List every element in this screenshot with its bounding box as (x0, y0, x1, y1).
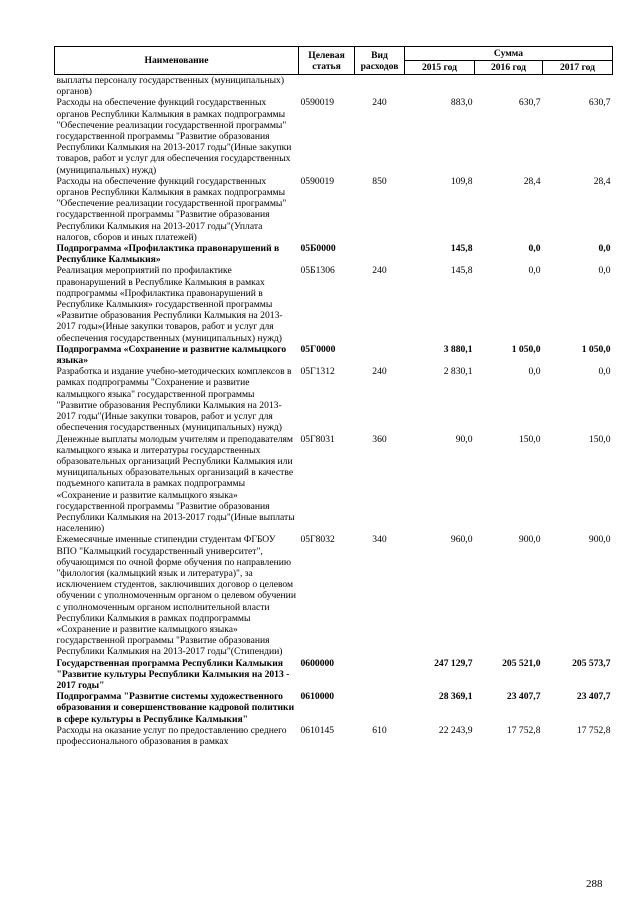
row-expense-type: 610 (372, 724, 387, 736)
row-expense-type (355, 344, 405, 366)
row-sum-2016: 630,7 (518, 97, 541, 109)
row-name: Денежные выплаты молодым учителям и преподавателям калмыцкого языка и литературы государственных образовательных организаций Республики Калмыкия или муниципальных образовательных организаций в качестве подъемного капитала в рамках подпрограммы «Сохранение и развитие калмыцкого языка» государственной программы "Развитие образования Республики Калмыкия на 2013-2017 годы"(Иные выплаты населению) (56, 433, 295, 535)
row-sum-2016: 23 407,7 (506, 691, 541, 703)
row-name: Расходы на оказание услуг по предоставлению среднего профессионального образования в рамках (56, 724, 287, 747)
row-expense-type: 340 (372, 534, 387, 546)
row-expense-type: 240 (372, 366, 387, 378)
header-sum: Сумма (405, 47, 613, 61)
row-target-article: 0590019 (300, 97, 335, 109)
row-sum-2015: 145,8 (450, 265, 473, 277)
row-expense-type (355, 75, 405, 98)
row-target-article: 05Б0000 (300, 243, 336, 255)
header-year-2017: 2017 год (543, 61, 613, 75)
budget-document (54, 46, 612, 747)
row-expense-type (355, 691, 405, 725)
table-row (55, 97, 613, 175)
row-sum-2017: 1 050,0 (581, 343, 611, 355)
row-sum-2015: 960,0 (450, 534, 473, 546)
row-sum-2015: 3 880,1 (443, 343, 473, 355)
table-body (55, 75, 613, 748)
row-sum-2016: 17 752,8 (506, 724, 541, 736)
row-expense-type: 240 (372, 265, 387, 277)
row-name: выплаты персоналу государственных (муниципальных) органов) (56, 75, 285, 98)
header-year-2015: 2015 год (405, 61, 475, 75)
row-sum-2017: 0,0 (598, 366, 611, 378)
table-row (55, 534, 613, 657)
row-sum-2016: 28,4 (523, 175, 541, 187)
table-row (55, 434, 613, 535)
row-sum-2017: 0,0 (598, 243, 611, 255)
row-name: Подпрограмма «Сохранение и развитие калмыцкого языка» (56, 343, 287, 367)
row-sum-2016: 900,0 (518, 534, 541, 546)
row-sum-2015: 22 243,9 (438, 724, 473, 736)
row-target-article: 05Г1312 (300, 366, 335, 378)
table-row (55, 691, 613, 725)
row-sum-2015: 2 830,1 (443, 366, 473, 378)
row-sum-2016 (475, 75, 543, 98)
row-name: Государственная программа Республики Калмыкия "Развитие культуры Республики Калмыкия на 2013 - 2017 годы" (56, 657, 290, 691)
row-sum-2017: 28,4 (593, 175, 611, 187)
row-sum-2017: 150,0 (588, 433, 611, 445)
row-target-article: 0610000 (300, 691, 335, 703)
row-sum-2017: 630,7 (588, 97, 611, 109)
row-sum-2016: 1 050,0 (511, 343, 541, 355)
row-name: Подпрограмма «Профилактика правонарушений в Республике Калмыкия» (56, 243, 280, 266)
table-row (55, 265, 613, 343)
row-name: Ежемесячные именные стипендии студентам ФГБОУ ВПО "Калмыцкий государственный университет", обучающимся по очной форме обучения по направлению "филология (калмыцкий язык и литература)", за исключением студентов, заключивших договор о целевом обучении с уполномоченным органом о целевом обучении с уполномоченным органом исполнительной власти Республики Калмыкия в рамках подпрограммы «Сохранение и развитие калмыцкого языка» государственной программы "Развитие образования Республики Калмыкия на 2013-2017 годы"(Стипендии) (56, 534, 296, 658)
row-target-article (299, 75, 355, 98)
row-target-article: 0590019 (300, 175, 335, 187)
row-expense-type: 360 (372, 433, 387, 445)
table-row (55, 243, 613, 265)
row-expense-type (355, 658, 405, 692)
header-expense-type: Вид расходов (355, 47, 405, 75)
row-sum-2017: 23 407,7 (576, 691, 611, 703)
row-sum-2017: 0,0 (598, 265, 611, 277)
row-sum-2015 (405, 75, 475, 98)
row-name: Разработка и издание учебно-методических комплексов в рамках подпрограммы "Сохранение и развитие калмыцкого языка" государственной программы "Развитие образования Республики Калмыкия на 2013-2017 годы"(Иные закупки товаров, работ и услуг для обеспечения государственных (муниципальных) нужд) (56, 366, 292, 434)
table-row (55, 725, 613, 747)
page-number: 288 (586, 878, 603, 890)
row-sum-2015: 883,0 (450, 97, 473, 109)
row-sum-2016: 0,0 (528, 265, 541, 277)
row-sum-2017: 17 752,8 (576, 724, 611, 736)
header-target-article: Целевая статья (299, 47, 355, 75)
row-sum-2015: 28 369,1 (438, 691, 473, 703)
row-name: Реализация мероприятий по профилактике правонарушений в Республике Калмыкия в рамках подпрограммы «Профилактика правонарушений в Республике Калмыкия» государственной программы «Развитие образования Республики Калмыкия на 2013-2017 годы»(Иные закупки товаров, работ и услуг для обеспечения государственных (муниципальных) нужд) (56, 265, 283, 344)
row-target-article: 05Г8032 (300, 534, 335, 546)
table-header-row (55, 47, 613, 61)
table-row (55, 366, 613, 433)
header-year-2016: 2016 год (475, 61, 543, 75)
row-name: Расходы на обеспечение функций государственных органов Республики Калмыкия в рамках подпрограммы "Обеспечение реализации государственной программы" государственной программы "Развитие образования Республики Калмыкия на 2013-2017 годы"(Уплата налогов, сборов и иных платежей) (56, 175, 287, 243)
row-sum-2015: 109,8 (450, 175, 473, 187)
header-name: Наименование (55, 47, 299, 75)
row-name: Подпрограмма "Развитие системы художественного образования и совершенствование кадровой политики в сфере культуры в Республике Калмыкия" (56, 691, 295, 725)
row-sum-2015: 90,0 (455, 433, 473, 445)
row-target-article: 05Б1306 (300, 265, 335, 277)
row-sum-2016: 205 521,0 (502, 657, 541, 669)
table-row (55, 75, 613, 98)
row-name: Расходы на обеспечение функций государственных органов Республики Калмыкия в рамках подпрограммы "Обеспечение реализации государственной программы" государственной программы "Развитие образования Республики Калмыкия на 2013-2017 годы"(Иные закупки товаров, работ и услуг для обеспечения государственных (муниципальных) нужд) (56, 97, 292, 176)
row-sum-2017: 900,0 (588, 534, 611, 546)
budget-table (54, 46, 613, 747)
row-expense-type: 240 (372, 97, 387, 109)
row-sum-2016: 0,0 (528, 243, 541, 255)
row-expense-type: 850 (372, 175, 387, 187)
row-target-article: 05Г8031 (300, 433, 335, 445)
row-sum-2015: 247 129,7 (434, 657, 473, 669)
table-row (55, 176, 613, 243)
row-sum-2017: 205 573,7 (572, 657, 611, 669)
row-sum-2016: 150,0 (518, 433, 541, 445)
row-target-article: 0610145 (300, 724, 335, 736)
row-sum-2017 (543, 75, 613, 98)
table-row (55, 344, 613, 366)
row-sum-2016: 0,0 (528, 366, 541, 378)
row-sum-2015: 145,8 (450, 243, 473, 255)
row-target-article: 0600000 (300, 657, 335, 669)
row-expense-type (355, 243, 405, 265)
row-target-article: 05Г0000 (300, 343, 336, 355)
table-row (55, 658, 613, 692)
